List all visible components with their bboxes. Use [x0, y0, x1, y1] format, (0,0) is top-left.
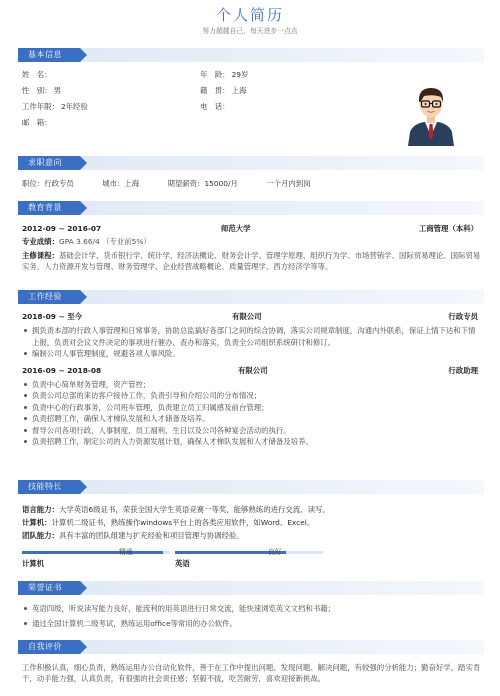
- job1-item: 编制公司人事管理制度，规避各项人事风险。: [22, 348, 482, 360]
- gender-value: 男: [53, 86, 61, 95]
- intent-city-label: 城市：: [102, 179, 125, 188]
- section-title-education: 教育背景: [18, 201, 80, 215]
- skill-label: 团队能力：: [22, 531, 59, 540]
- basic-info: [22, 70, 402, 134]
- self-eval-text: 工作积极认真，细心负责，熟练运用办公自动化软件，善于在工作中提出问题、发现问题、解决问题，有较强的分析能力；勤奋好学，踏实肯干，动手能力强，认真负责，有很强的社会责任感；坚毅不拔，吃苦耐劳，喜欢迎接新挑战。: [22, 663, 481, 683]
- section-education: [18, 201, 484, 215]
- section-title-skills: 技能特长: [18, 480, 80, 494]
- edu-courses-label: 主修课程：: [22, 251, 59, 260]
- intent-arrival: 一个月内到岗: [266, 179, 311, 188]
- section-work: [18, 290, 484, 304]
- section-title-basic: 基本信息: [18, 48, 80, 62]
- avatar-portrait: [404, 78, 458, 146]
- skill-text: 大学英语6级证书，荣获全国大学生英语竞赛一等奖，能够熟练的进行交流、读写。: [58, 505, 330, 514]
- edu-school: 师范大学: [221, 224, 251, 233]
- name-field: [22, 70, 54, 79]
- section-basic-info: [18, 48, 484, 62]
- job1-period: 2018-09 ~ 至今: [22, 312, 83, 321]
- hometown-field: [200, 86, 246, 95]
- section-self-eval: [18, 640, 484, 654]
- years-value: 2年经验: [60, 102, 88, 111]
- job2-item: 负责中心简单财务管理，资产管控；: [22, 379, 482, 391]
- job2-company: 有限公司: [238, 365, 268, 375]
- skill-bar-track-computer: [22, 551, 170, 554]
- edu-degree: 工商管理（本科）: [418, 224, 478, 233]
- edu-courses-value: 基础会计学、货币银行学、统计学、经济法概论、财务会计学、管理学原理、组织行为学、市场营销学、国际贸易理论、国际贸易实务、人力资源开发与管理、财务管理学、企业经营战略概论、质量管理学、西方经济学等等。: [22, 251, 481, 271]
- age-field: [200, 70, 248, 79]
- eye-right: [436, 103, 438, 105]
- section-title-intent: 求职意向: [18, 156, 80, 170]
- skill-line: [22, 503, 482, 516]
- edu-courses: [22, 250, 482, 272]
- skill-label: 计算机：: [22, 518, 52, 527]
- skill-line: [22, 529, 482, 542]
- self-eval-block: [22, 662, 482, 684]
- edu-period: 2012-09 ~ 2016-07: [22, 224, 102, 233]
- eye-left: [425, 103, 427, 105]
- intent-city-value: 上海: [124, 179, 140, 188]
- edu-gpa-label: 专业成绩：: [22, 237, 59, 246]
- work-block: [22, 312, 482, 448]
- page-title: 个人简历: [215, 6, 284, 24]
- job2-item: 督导公司各项行政、人事制度，员工福利、生日以及公司各种宴会活动的执行。: [22, 425, 482, 437]
- skill-name-computer: 计算机: [22, 559, 45, 568]
- gender-field: [22, 86, 61, 95]
- section-title-self: 自我评价: [18, 640, 80, 654]
- years-label: 工作年限：: [22, 102, 59, 111]
- skill-label: 语言能力：: [22, 505, 59, 514]
- job2-item: 负责招聘工作，确保人才梯队发展和人才储备及培养。: [22, 413, 482, 425]
- job1-header: [22, 312, 482, 325]
- page-subtitle: 努力超越自己，每天进步一点点: [202, 27, 298, 35]
- skill-bar-track-english: [175, 551, 323, 554]
- intent-job-label: 职位：: [22, 179, 45, 188]
- education-block: [22, 224, 482, 272]
- skill-bar-fill-computer: [22, 551, 163, 554]
- edu-gpa-value: GPA 3.66/4 （专业前5%）: [58, 237, 151, 246]
- hometown-value: 上海: [231, 86, 247, 95]
- intent-job-value: 行政专员: [44, 179, 74, 188]
- job2-header: [22, 366, 482, 379]
- section-skills: [18, 480, 484, 494]
- job1-title: 行政专员: [448, 312, 478, 321]
- name-label: 姓 名：: [22, 70, 52, 79]
- skill-text: 具有丰富的团队组建与扩充经验和项目管理与协调经验。: [58, 531, 244, 540]
- job2-item: 负责中心的行政事务，公司班车管理，负责建立员工归属感及前台管理；: [22, 402, 482, 414]
- job2-item: 负责招聘工作，制定公司的人力资源发展计划，确保人才梯队发展和人才储备及培养。: [22, 436, 482, 448]
- skill-level-label-english: 良好: [268, 548, 282, 556]
- years-field: [22, 102, 88, 111]
- resume-header: [0, 0, 500, 44]
- section-honors: [18, 581, 484, 595]
- skills-block: [22, 503, 482, 542]
- section-title-work: 工作经验: [18, 290, 80, 304]
- section-intent: [18, 156, 484, 170]
- skill-line: [22, 516, 482, 529]
- job-intent: [22, 179, 311, 188]
- email-label: 邮 箱：: [22, 118, 52, 127]
- email-field: [22, 118, 54, 127]
- phone-field: [200, 102, 232, 111]
- intent-salary-label: 期望薪资：: [167, 179, 205, 188]
- job2-period: 2016-09 ~ 2018-08: [22, 365, 102, 375]
- skill-text: 计算机二级证书，熟练操作windows平台上的各类应用软件，如Word、Excel。: [51, 518, 315, 527]
- hometown-label: 籍 贯：: [200, 86, 230, 95]
- job2-title: 行政助理: [448, 365, 478, 375]
- honors-block: [22, 603, 482, 629]
- job1-company: 有限公司: [232, 312, 262, 321]
- phone-label: 电 话：: [200, 102, 230, 111]
- gender-label: 性 别：: [22, 86, 52, 95]
- skill-levels: [22, 547, 482, 577]
- job2-item: 负责公司总部的来访客户接待工作，负责引导和介绍公司的分布情况；: [22, 390, 482, 402]
- honor-item: 通过全国计算机二级考试，熟练运用office等常用的办公软件。: [22, 618, 482, 630]
- skill-name-english: 英语: [175, 559, 190, 568]
- intent-salary-value: 15000/月: [204, 179, 238, 188]
- age-label: 年 龄：: [200, 70, 230, 79]
- honor-item: 英语四级，听说读写能力良好，能流利的用英语进行日常交流，能快速浏览英文文档和书籍；: [22, 603, 482, 615]
- section-title-honors: 荣誉证书: [18, 581, 80, 595]
- skill-level-label-computer: 精通: [119, 548, 133, 556]
- job1-item: 拥负责本部的行政人事管理和日常事务，协助总监搞好各部门之间的综合协调，落实公司规章制度，沟通内外联系，保证上情下达和下情上报，负责对会议文件决定的事项进行催办、查办和落实，负责全公司组织系统研讨和修订。: [22, 325, 482, 348]
- age-value: 29岁: [231, 70, 249, 79]
